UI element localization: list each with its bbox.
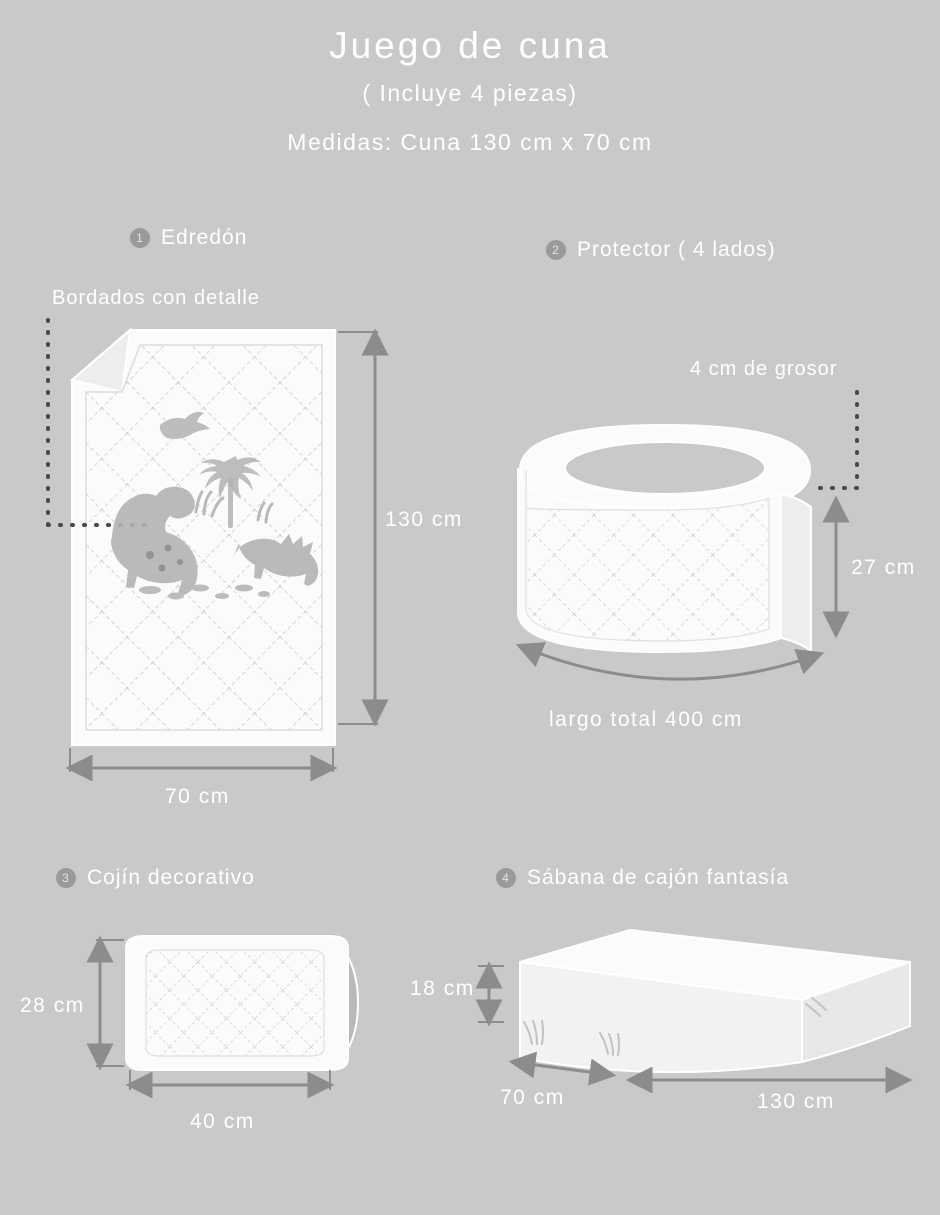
page-title: Juego de cuna: [329, 25, 611, 66]
sabana-height-label: 18 cm: [410, 977, 475, 1000]
item-1-badge: 1: [130, 228, 150, 248]
sabana-width-label: 130 cm: [757, 1090, 835, 1113]
item-1-heading: [130, 226, 247, 250]
header: [0, 24, 940, 156]
dinosaur-art: [111, 412, 318, 600]
item-4-label: Sábana de cajón fantasía: [527, 866, 790, 889]
page-subtitle: ( Incluye 4 piezas): [362, 80, 578, 107]
item-2-label: Protector ( 4 lados): [577, 238, 776, 261]
page-measures: Medidas: Cuna 130 cm x 70 cm: [287, 129, 653, 156]
protector-illustration: [518, 392, 857, 679]
item-4-badge: 4: [496, 868, 516, 888]
cojin-illustration: [96, 936, 358, 1090]
item-2-badge: 2: [546, 240, 566, 260]
protector-height-label: 27 cm: [851, 556, 916, 579]
item-1-note: Bordados con detalle: [52, 287, 260, 309]
edredon-illustration: [48, 320, 378, 772]
item-4-heading: [496, 866, 789, 890]
sabana-depth-label: 70 cm: [500, 1086, 565, 1109]
item-2-note: 4 cm de grosor: [690, 358, 838, 380]
item-3-label: Cojín decorativo: [87, 866, 255, 889]
item-3-heading: [56, 866, 255, 890]
item-1-label: Edredón: [161, 226, 248, 249]
protector-length-label: largo total 400 cm: [549, 708, 743, 731]
cojin-height-label: 28 cm: [20, 994, 85, 1017]
sabana-illustration: [478, 930, 910, 1080]
edredon-width-label: 70 cm: [165, 785, 230, 808]
cojin-width-label: 40 cm: [190, 1110, 255, 1133]
item-3-badge: 3: [56, 868, 76, 888]
item-2-heading: [546, 238, 776, 262]
edredon-height-label: 130 cm: [385, 508, 463, 531]
